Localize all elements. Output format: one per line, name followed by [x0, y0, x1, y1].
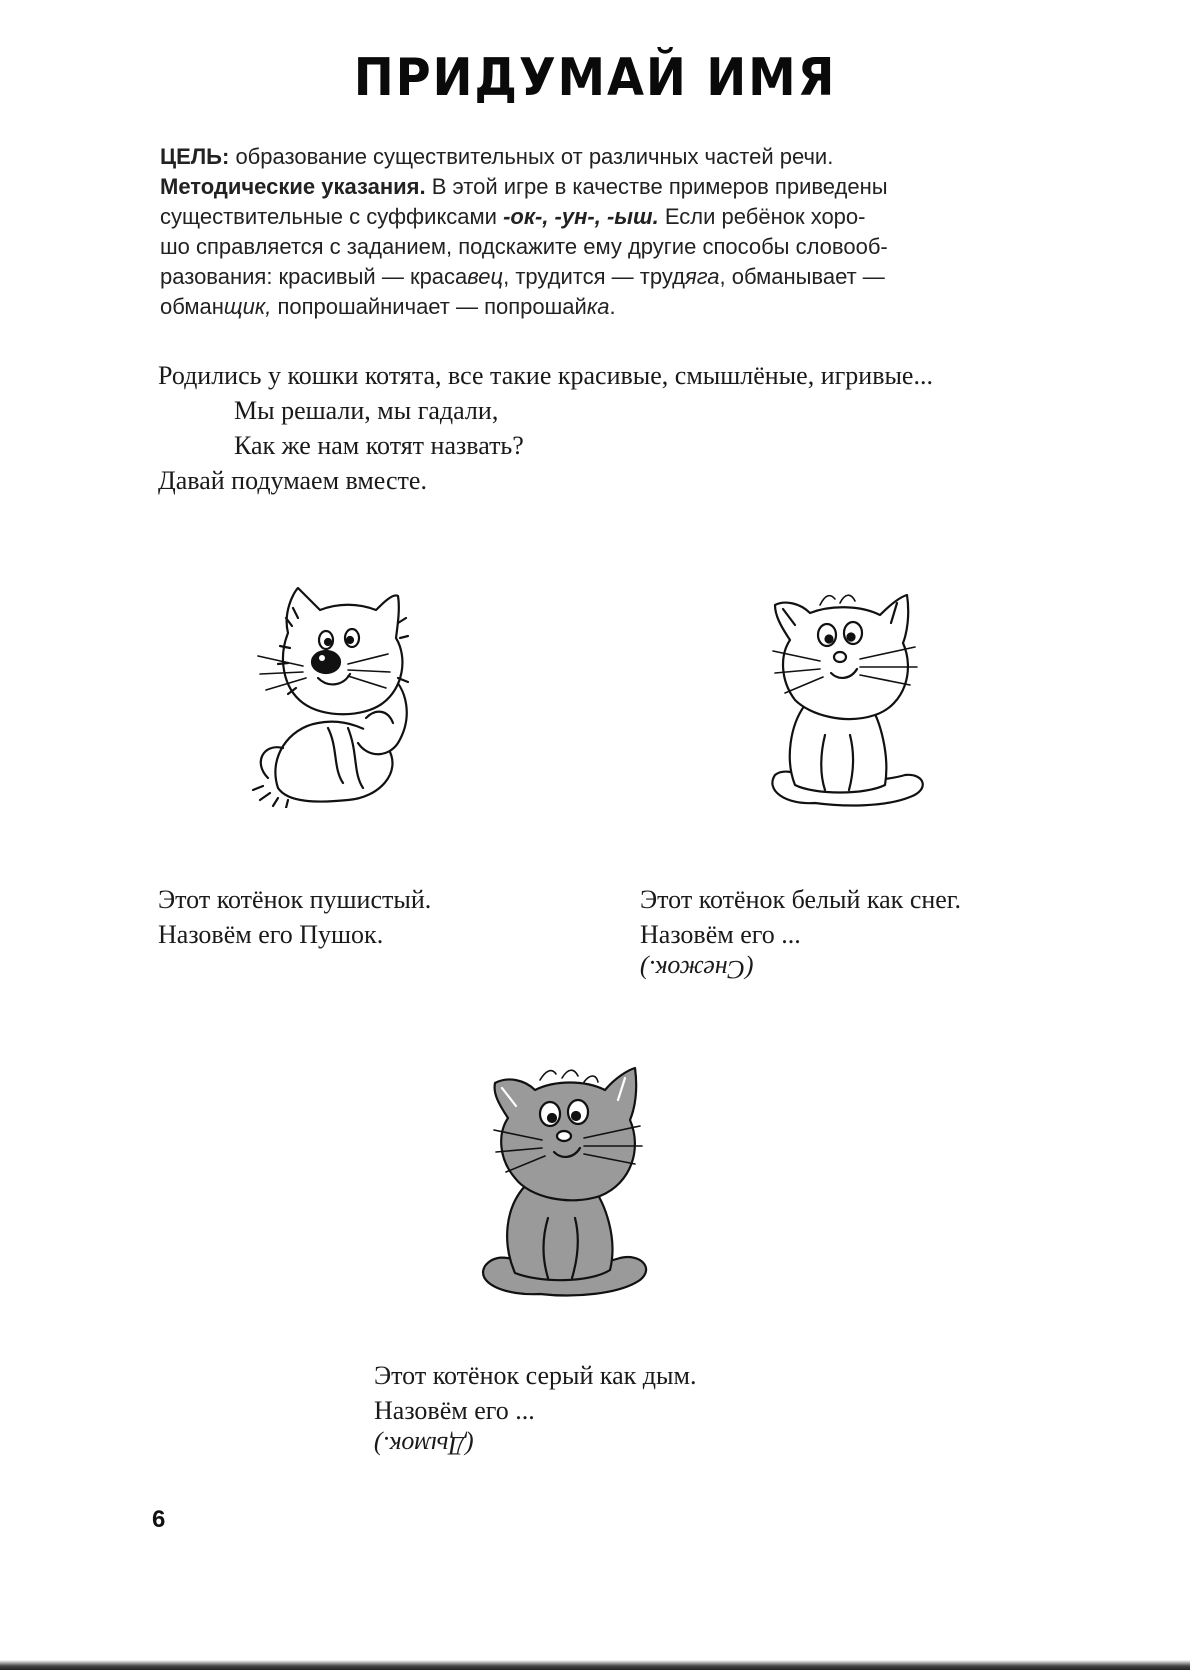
- scan-bottom-edge: [0, 1660, 1190, 1670]
- goal-text: образование существительных от различных частей речи.: [229, 144, 834, 169]
- example-text: обман: [160, 294, 224, 319]
- kitten-caption-grey: [374, 1358, 696, 1463]
- method-line-5: [160, 262, 1065, 292]
- example-text: , трудится — труд: [503, 264, 685, 289]
- answer-line: [640, 952, 961, 987]
- goal-label: ЦЕЛЬ:: [160, 144, 230, 169]
- instructions-label: Методические указания.: [160, 174, 426, 199]
- upside-down-answer: (Снежок.): [640, 955, 754, 984]
- caption-line: Назовём его Пушок.: [158, 920, 384, 949]
- methodical-notes: [160, 142, 1065, 322]
- kitten-caption-fluffy: [158, 882, 431, 952]
- goal-line: [160, 142, 1065, 172]
- suffix-text-b: Если ребёнок хоро-: [658, 204, 866, 229]
- page-title: ПРИДУМАЙ ИМЯ: [353, 48, 837, 108]
- method-line-6: [160, 292, 1065, 322]
- suffix-list: -ок-, -ун-, -ыш.: [503, 204, 659, 229]
- example-text: .: [609, 294, 616, 319]
- answer-line: [374, 1428, 696, 1463]
- caption-line: Этот котёнок пушистый.: [158, 885, 432, 914]
- story-line-2: Давай подумаем вместе.: [158, 466, 427, 495]
- example-suffix: щик,: [223, 294, 272, 319]
- example-suffix: вец: [467, 264, 504, 289]
- caption-line: Назовём его ...: [640, 920, 801, 949]
- story-intro: [158, 358, 1078, 498]
- suffix-text-a: существительные с суффиксами: [160, 204, 504, 229]
- page-number: 6: [152, 1506, 166, 1533]
- caption-line: Этот котёнок белый как снег.: [640, 885, 962, 914]
- poem-line-2: Как же нам котят назвать?: [234, 431, 524, 460]
- instructions-text: В этой игре в качестве примеров приведены: [425, 174, 888, 199]
- example-suffix: ка: [586, 294, 610, 319]
- upside-down-answer: (Дымок.): [374, 1431, 474, 1460]
- suffix-line: [160, 202, 1065, 232]
- caption-line: Назовём его ...: [374, 1396, 535, 1425]
- example-suffix: яга: [684, 264, 720, 289]
- white-kitten-illustration: [765, 585, 945, 810]
- fluffy-kitten-illustration: [248, 578, 448, 808]
- poem-line-1: Мы решали, мы гадали,: [234, 396, 499, 425]
- kitten-caption-white: [640, 882, 961, 987]
- story-line-1: Родились у кошки котята, все такие красивые, смышлёные, игривые...: [158, 361, 933, 390]
- grey-kitten-illustration: [480, 1058, 670, 1298]
- caption-line: Этот котёнок серый как дым.: [374, 1361, 697, 1390]
- method-line-4: шо справляется с заданием, подскажите ему другие способы словооб-: [160, 234, 888, 259]
- instructions-line: [160, 172, 1065, 202]
- example-text: попрошайничает — попрошай: [271, 294, 587, 319]
- example-text: , обманывает —: [719, 264, 885, 289]
- example-text: разования: красивый — краса: [160, 264, 468, 289]
